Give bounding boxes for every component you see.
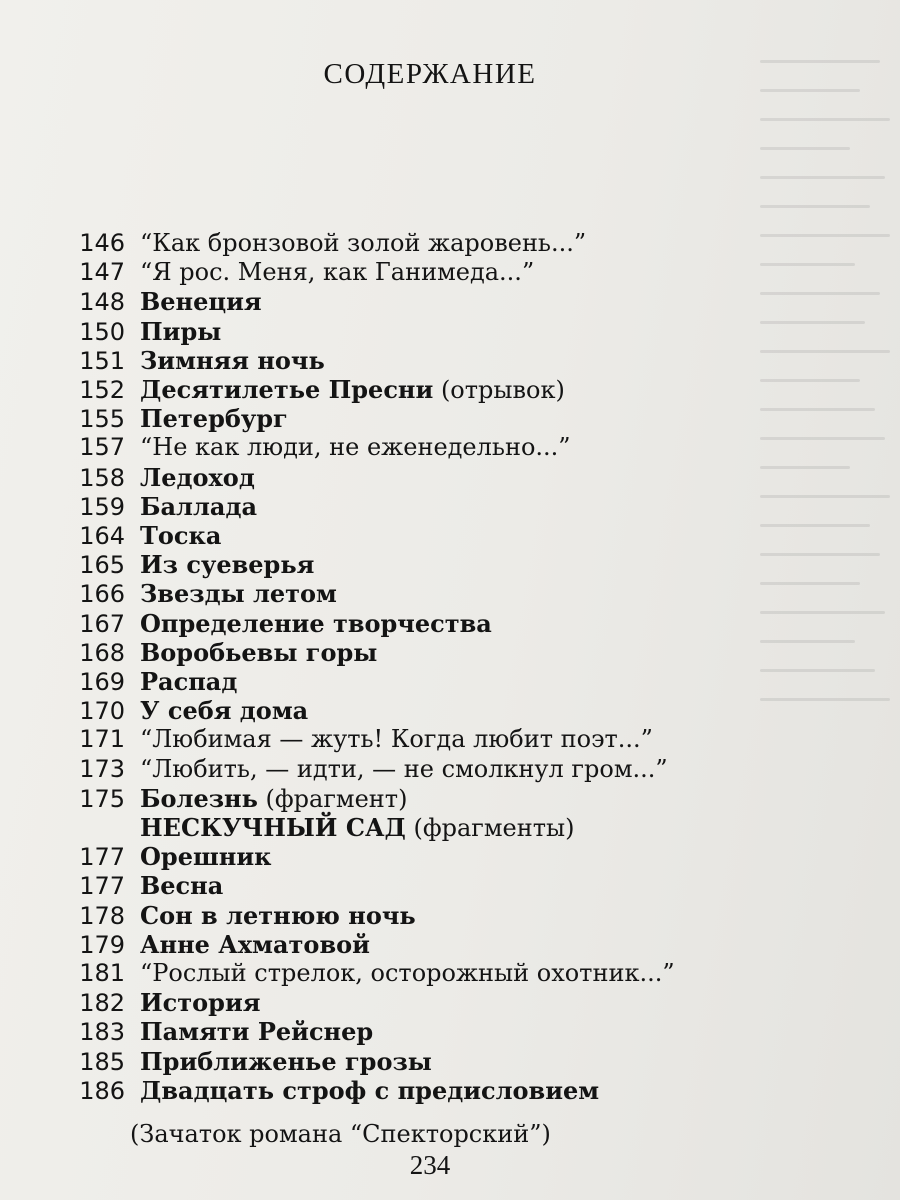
toc-entry bbox=[0, 521, 221, 550]
toc-entry bbox=[0, 725, 653, 754]
toc-title: Петербург bbox=[140, 404, 288, 434]
toc-title: Из суеверья bbox=[140, 550, 315, 580]
toc-entry bbox=[0, 959, 675, 988]
toc-entry bbox=[0, 609, 492, 638]
toc-page-number: 155 bbox=[79, 405, 125, 434]
toc-entry bbox=[0, 433, 571, 462]
toc-page-number: 185 bbox=[79, 1047, 125, 1076]
toc-entry bbox=[0, 463, 255, 492]
toc-page-number: 181 bbox=[79, 959, 125, 987]
toc-title: Болезнь bbox=[140, 783, 258, 813]
toc-title: Орешник bbox=[140, 842, 272, 872]
toc-entry bbox=[0, 1017, 373, 1046]
toc-page-number: 170 bbox=[79, 697, 125, 726]
toc-title: “Любить, — идти, — не смолкнул гром...” bbox=[140, 754, 668, 783]
toc-title: У себя дома bbox=[140, 696, 309, 726]
toc-page-number: 178 bbox=[79, 901, 125, 930]
toc-page-number: 182 bbox=[79, 989, 125, 1018]
entry-subtitle: (Зачаток романа “Спекторский”) bbox=[130, 1120, 551, 1148]
toc-entry bbox=[0, 871, 223, 900]
toc-title: Зимняя ночь bbox=[140, 345, 325, 375]
toc-entry bbox=[0, 842, 271, 871]
toc-entry bbox=[0, 813, 574, 842]
toc-page-number: 171 bbox=[79, 725, 125, 754]
toc-page-number: 167 bbox=[79, 609, 125, 638]
toc-entry bbox=[0, 375, 565, 404]
toc-page-number: 148 bbox=[79, 288, 125, 317]
toc-entry bbox=[0, 550, 314, 579]
toc-page-number: 157 bbox=[79, 433, 125, 462]
toc-page-number: 159 bbox=[79, 492, 125, 521]
toc-page-number: 186 bbox=[79, 1076, 125, 1105]
toc-title: Десятилетье Пресни bbox=[140, 375, 434, 404]
toc-page-number: 173 bbox=[79, 754, 125, 783]
toc-title: История bbox=[140, 988, 261, 1018]
toc-page-number: 183 bbox=[79, 1018, 125, 1047]
toc-note: (фрагменты) bbox=[413, 814, 575, 842]
toc-title: Пиры bbox=[140, 316, 222, 346]
toc-title: “Как бронзовой золой жаровень...” bbox=[140, 229, 587, 257]
toc-page-number: 166 bbox=[79, 580, 125, 609]
toc-title: “Любимая — жуть! Когда любит поэт...” bbox=[140, 725, 653, 754]
toc-entry bbox=[0, 258, 534, 287]
toc-entry bbox=[0, 346, 325, 375]
toc-title: Сон в летнюю ночь bbox=[140, 900, 416, 930]
toc-title: Определение творчества bbox=[140, 608, 492, 638]
toc-entry bbox=[0, 492, 257, 521]
page-title: СОДЕРЖАНИЕ bbox=[323, 58, 537, 90]
toc-entry bbox=[0, 988, 260, 1017]
toc-note: (фрагмент) bbox=[265, 784, 408, 813]
toc-page-number: 177 bbox=[79, 872, 125, 901]
toc-entry bbox=[0, 1076, 599, 1105]
page-number: 234 bbox=[409, 1150, 451, 1180]
toc-title: “Я рос. Меня, как Ганимеда...” bbox=[140, 258, 535, 287]
toc-page-number: 168 bbox=[79, 638, 125, 667]
toc-title: “Рослый стрелок, осторожный охотник...” bbox=[140, 959, 675, 987]
toc-title: “Не как люди, не еженедельно...” bbox=[140, 433, 571, 462]
toc-title: Памяти Рейснер bbox=[140, 1017, 374, 1047]
bleed-through-text bbox=[760, 60, 900, 820]
toc-title: Ледоход bbox=[140, 462, 255, 492]
toc-entry bbox=[0, 404, 288, 433]
toc-title: Венеция bbox=[140, 287, 262, 317]
toc-title: Двадцать строф с предисловием bbox=[140, 1075, 600, 1105]
toc-page-number: 177 bbox=[79, 843, 125, 872]
toc-title: Приближенье грозы bbox=[140, 1046, 432, 1076]
toc-entry bbox=[0, 638, 377, 667]
toc-page-number: 165 bbox=[79, 551, 125, 580]
toc-title: НЕСКУЧНЫЙ САД bbox=[140, 813, 406, 842]
toc-title: Звезды летом bbox=[140, 579, 337, 609]
toc-page-number: 147 bbox=[79, 258, 125, 287]
toc-entry bbox=[0, 930, 370, 959]
toc-entry bbox=[0, 1047, 432, 1076]
toc-page-number: 179 bbox=[79, 930, 125, 959]
toc-title: Воробьевы горы bbox=[140, 637, 378, 667]
toc-entry bbox=[0, 287, 262, 316]
toc-page-number: 146 bbox=[79, 229, 125, 257]
toc-entry bbox=[0, 317, 221, 346]
toc-entry bbox=[0, 579, 337, 608]
toc-title: Весна bbox=[140, 871, 224, 901]
toc-title: Анне Ахматовой bbox=[140, 929, 370, 959]
toc-entry bbox=[0, 901, 416, 930]
toc-note: (отрывок) bbox=[440, 376, 565, 404]
toc-page-number: 169 bbox=[79, 668, 125, 696]
toc-entry bbox=[0, 229, 586, 258]
toc-page-number: 150 bbox=[79, 317, 125, 346]
toc-title: Баллада bbox=[140, 491, 257, 521]
toc-page-number: 164 bbox=[79, 522, 125, 550]
toc-title: Распад bbox=[140, 667, 238, 696]
toc-page-number: 158 bbox=[79, 463, 125, 492]
toc-page-number: 152 bbox=[79, 376, 125, 404]
toc-entry bbox=[0, 667, 237, 696]
toc-page-number: 151 bbox=[79, 346, 125, 375]
toc-entry bbox=[0, 784, 407, 813]
toc-entry bbox=[0, 755, 668, 784]
toc-page-number: 175 bbox=[79, 784, 125, 813]
toc-entry bbox=[0, 696, 308, 725]
toc-title: Тоска bbox=[140, 521, 222, 550]
